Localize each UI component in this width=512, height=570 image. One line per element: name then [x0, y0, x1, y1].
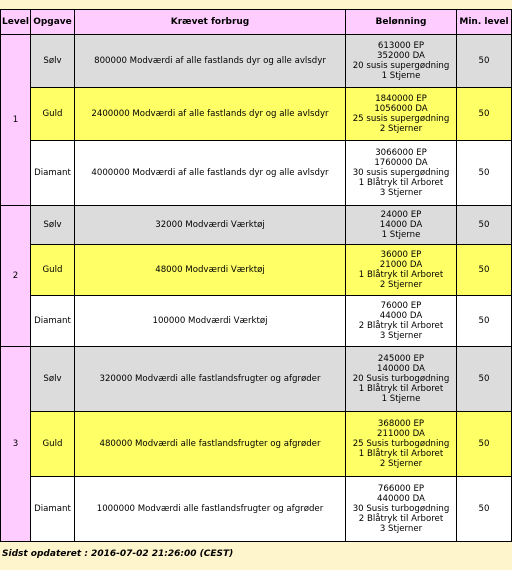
- reward-line: 1 Blåtryk til Arboret: [358, 384, 444, 394]
- table-header-row: [1, 10, 512, 35]
- required-cell: 2400000 Modværdi af alle fastlands dyr og alle avlsdyr: [75, 88, 346, 141]
- reward-line: 1 Stjerne: [381, 71, 421, 81]
- table-row: [1, 88, 512, 141]
- required-cell: 800000 Modværdi af alle fastlands dyr og alle avlsdyr: [75, 35, 346, 88]
- reward-line: 1760000 DA: [374, 158, 428, 168]
- reward-line: 3 Stjerner: [379, 524, 423, 534]
- reward-cell: [346, 88, 457, 141]
- reward-line: 2 Stjerner: [379, 124, 423, 134]
- reward-line: 3 Stjerner: [379, 188, 423, 198]
- reward-line: 21000 DA: [379, 260, 423, 270]
- header-reward: Belønning: [346, 10, 457, 35]
- reward-line: 3066000 EP: [375, 148, 427, 158]
- task-table: [0, 9, 512, 542]
- table-row: [1, 245, 512, 296]
- reward-cell: [346, 347, 457, 412]
- reward-line: 25 susis supergødning: [352, 114, 450, 124]
- reward-line: 20 Susis turbogødning: [352, 374, 450, 384]
- reward-line: 2 Stjerner: [379, 280, 423, 290]
- required-cell: 32000 Modværdi Værktøj: [75, 206, 346, 245]
- reward-line: 2 Blåtryk til Arboret: [358, 514, 444, 524]
- min-level-cell: 50: [457, 206, 512, 245]
- reward-line: 1056000 DA: [374, 104, 428, 114]
- min-level-cell: 50: [457, 141, 512, 206]
- reward-line: 20 susis supergødning: [352, 61, 450, 71]
- reward-line: 211000 DA: [377, 429, 425, 439]
- reward-line: 36000 EP: [380, 250, 422, 260]
- table-row: [1, 347, 512, 412]
- reward-line: 44000 DA: [379, 311, 423, 321]
- reward-cell: [346, 296, 457, 347]
- reward-cell: [346, 477, 457, 542]
- table-row: [1, 296, 512, 347]
- reward-line: 766000 EP: [377, 484, 425, 494]
- reward-line: 25 Susis turbogødning: [352, 439, 450, 449]
- reward-cell: [346, 412, 457, 477]
- header-level: Level: [1, 10, 31, 35]
- table-row: [1, 477, 512, 542]
- reward-line: 440000 DA: [377, 494, 425, 504]
- min-level-cell: 50: [457, 477, 512, 542]
- min-level-cell: 50: [457, 35, 512, 88]
- reward-line: 1 Stjerne: [381, 230, 421, 240]
- reward-line: 368000 EP: [377, 419, 425, 429]
- required-cell: 320000 Modværdi alle fastlandsfrugter og afgrøder: [75, 347, 346, 412]
- reward-line: 1 Blåtryk til Arboret: [358, 270, 444, 280]
- reward-cell: [346, 35, 457, 88]
- task-cell: Sølv: [31, 206, 75, 245]
- min-level-cell: 50: [457, 245, 512, 296]
- header-task: Opgave: [31, 10, 75, 35]
- reward-line: 245000 EP: [377, 354, 425, 364]
- reward-line: 1 Blåtryk til Arboret: [358, 178, 444, 188]
- header-min-level: Min. level: [457, 10, 512, 35]
- task-cell: Sølv: [31, 347, 75, 412]
- task-cell: Diamant: [31, 296, 75, 347]
- last-updated-text: Sidst opdateret : 2016-07-02 21:26:00 (CEST): [2, 549, 234, 559]
- level-cell: 1: [1, 35, 31, 206]
- task-cell: Guld: [31, 412, 75, 477]
- reward-line: 30 Susis turbogødning: [352, 504, 450, 514]
- reward-cell: [346, 141, 457, 206]
- table-row: [1, 35, 512, 88]
- reward-line: 76000 EP: [380, 301, 422, 311]
- reward-line: 1 Blåtryk til Arboret: [358, 449, 444, 459]
- reward-line: 30 susis supergødning: [352, 168, 450, 178]
- table-row: [1, 412, 512, 477]
- reward-line: 1 Stjerne: [381, 394, 421, 404]
- reward-cell: [346, 245, 457, 296]
- min-level-cell: 50: [457, 347, 512, 412]
- level-cell: 3: [1, 347, 31, 542]
- task-cell: Diamant: [31, 141, 75, 206]
- reward-line: 2 Blåtryk til Arboret: [358, 321, 444, 331]
- header-required: Krævet forbrug: [75, 10, 346, 35]
- required-cell: 1000000 Modværdi alle fastlandsfrugter og afgrøder: [75, 477, 346, 542]
- required-cell: 100000 Modværdi Værktøj: [75, 296, 346, 347]
- reward-line: 14000 DA: [379, 220, 423, 230]
- reward-line: 140000 DA: [377, 364, 425, 374]
- reward-line: 24000 EP: [380, 210, 422, 220]
- table-row: [1, 206, 512, 245]
- reward-line: 2 Stjerner: [379, 459, 423, 469]
- min-level-cell: 50: [457, 296, 512, 347]
- reward-cell: [346, 206, 457, 245]
- level-cell: 2: [1, 206, 31, 347]
- task-cell: Diamant: [31, 477, 75, 542]
- min-level-cell: 50: [457, 412, 512, 477]
- task-cell: Guld: [31, 88, 75, 141]
- required-cell: 4000000 Modværdi af alle fastlands dyr og alle avlsdyr: [75, 141, 346, 206]
- reward-line: 613000 EP: [377, 41, 425, 51]
- min-level-cell: 50: [457, 88, 512, 141]
- reward-line: 352000 DA: [377, 51, 425, 61]
- task-cell: Sølv: [31, 35, 75, 88]
- task-cell: Guld: [31, 245, 75, 296]
- reward-line: 1840000 EP: [375, 94, 427, 104]
- table-row: [1, 141, 512, 206]
- required-cell: 480000 Modværdi alle fastlandsfrugter og afgrøder: [75, 412, 346, 477]
- required-cell: 48000 Modværdi Værktøj: [75, 245, 346, 296]
- reward-line: 3 Stjerner: [379, 331, 423, 341]
